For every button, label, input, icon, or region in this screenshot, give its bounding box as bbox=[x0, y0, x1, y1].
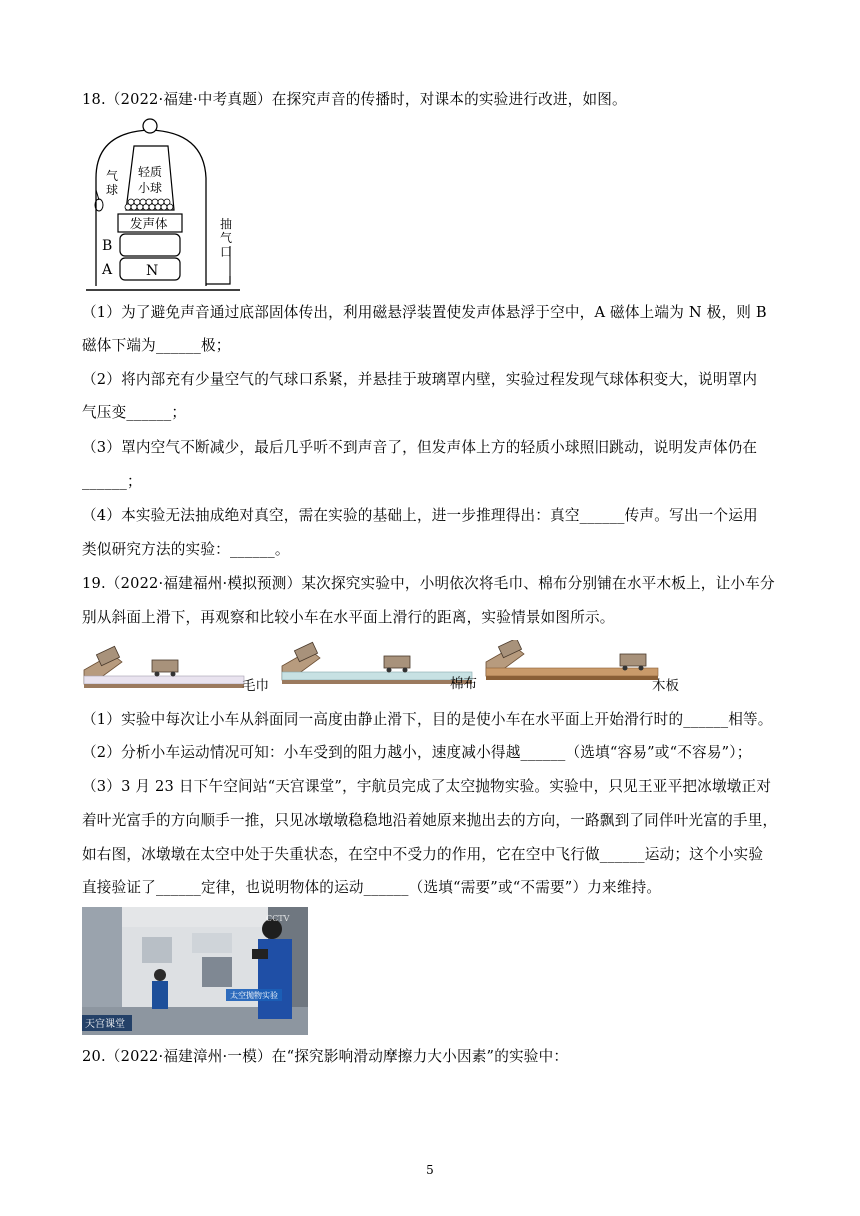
magnet-a-label: A bbox=[102, 262, 113, 278]
board-label: 木板 bbox=[652, 678, 679, 694]
page-number: 5 bbox=[426, 1163, 434, 1177]
cotton-label: 棉布 bbox=[450, 676, 477, 692]
q19-part3-line3: 如右图，冰墩墩在太空中处于失重状态，在空中不受力的作用，它在空中飞行做______运动；这个小实验 bbox=[82, 846, 764, 863]
outlet-label-2: 气 bbox=[220, 231, 233, 245]
q18-part4-line1: （4）本实验无法抽成绝对真空，需在实验的基础上，进一步推理得出：真空______传声。写出一个运用 bbox=[82, 507, 758, 524]
balloon-label-1: 气 bbox=[106, 169, 119, 183]
ball-label-2: 小球 bbox=[138, 181, 163, 195]
q19-stem-line2: 别从斜面上滑下，再观察和比较小车在水平面上滑行的距离，实验情景如图所示。 bbox=[82, 609, 615, 626]
magnet-n-label: N bbox=[146, 263, 159, 279]
ball-label-1: 轻质 bbox=[138, 165, 163, 179]
cotton-panel bbox=[282, 642, 472, 684]
magnet-b bbox=[120, 234, 180, 256]
q19-part1: （1）实验中每次让小车从斜面同一高度由静止滑下，目的是使小车在水平面上开始滑行时的______相等。 bbox=[82, 711, 773, 728]
q18-part2-line2: 气压变______； bbox=[82, 404, 187, 421]
photo-channel: CCTV bbox=[266, 914, 290, 923]
q18-stem: 18.（2022·福建·中考真题）在探究声音的传播时，对课本的实验进行改进，如图。 bbox=[82, 91, 627, 108]
space-station-photo bbox=[82, 907, 308, 1035]
q19-part3-line1: （3）3 月 23 日下午空间站“天宫课堂”，宇航员完成了太空抛物实验。实验中，只见王亚平把冰墩墩正对 bbox=[82, 778, 772, 795]
q19-part2: （2）分析小车运动情况可知：小车受到的阻力越小，速度减小得越______（选填“容易”或“不容易”）； bbox=[82, 744, 752, 761]
q18-part3-line2: ______； bbox=[82, 473, 142, 490]
q20-stem: 20.（2022·福建漳州·一模）在“探究影响滑动摩擦力大小因素”的实验中： bbox=[82, 1048, 569, 1065]
source-label: 发声体 bbox=[130, 216, 168, 231]
q18-part1-line2: 磁体下端为______极； bbox=[82, 337, 231, 354]
outlet-label-3: 口 bbox=[220, 245, 233, 259]
q19-stem-line1: 19.（2022·福建福州·模拟预测）某次探究实验中，小明依次将毛巾、棉布分别铺在水平木板上，让小车分 bbox=[82, 575, 775, 592]
photo-logo: 天宫课堂 bbox=[85, 1019, 125, 1030]
q18-part4-line2: 类似研究方法的实验：______。 bbox=[82, 541, 290, 558]
ramp-experiment-figure bbox=[82, 640, 702, 696]
bell-jar-figure bbox=[84, 118, 244, 293]
photo-caption: 太空抛物实验 bbox=[230, 991, 278, 1000]
q18-part1-line1: （1）为了避免声音通过底部固体传出，利用磁悬浮装置使发声体悬浮于空中，A 磁体上端为 N 极，则 B bbox=[82, 304, 767, 321]
small-balls bbox=[125, 199, 173, 210]
towel-label: 毛巾 bbox=[242, 678, 269, 694]
magnet-b-label: B bbox=[102, 238, 113, 254]
balloon-label-2: 球 bbox=[106, 183, 119, 197]
towel-panel bbox=[84, 646, 244, 688]
q19-part3-line2: 着叶光富手的方向顺手一推，只见冰墩墩稳稳地沿着她原来抛出去的方向，一路飘到了同伴叶光富的手里， bbox=[82, 812, 778, 829]
q18-part2-line1: （2）将内部充有少量空气的气球口系紧，并悬挂于玻璃罩内壁，实验过程发现气球体积变大，说明罩内 bbox=[82, 371, 758, 388]
board-panel bbox=[486, 640, 658, 680]
q19-part3-line4: 直接验证了______定律，也说明物体的运动______（选填“需要”或“不需要”）力来维持。 bbox=[82, 879, 662, 896]
q18-part3-line1: （3）罩内空气不断减少，最后几乎听不到声音了，但发声体上方的轻质小球照旧跳动，说明发声体仍在 bbox=[82, 439, 758, 456]
outlet-label-1: 抽 bbox=[220, 217, 233, 231]
